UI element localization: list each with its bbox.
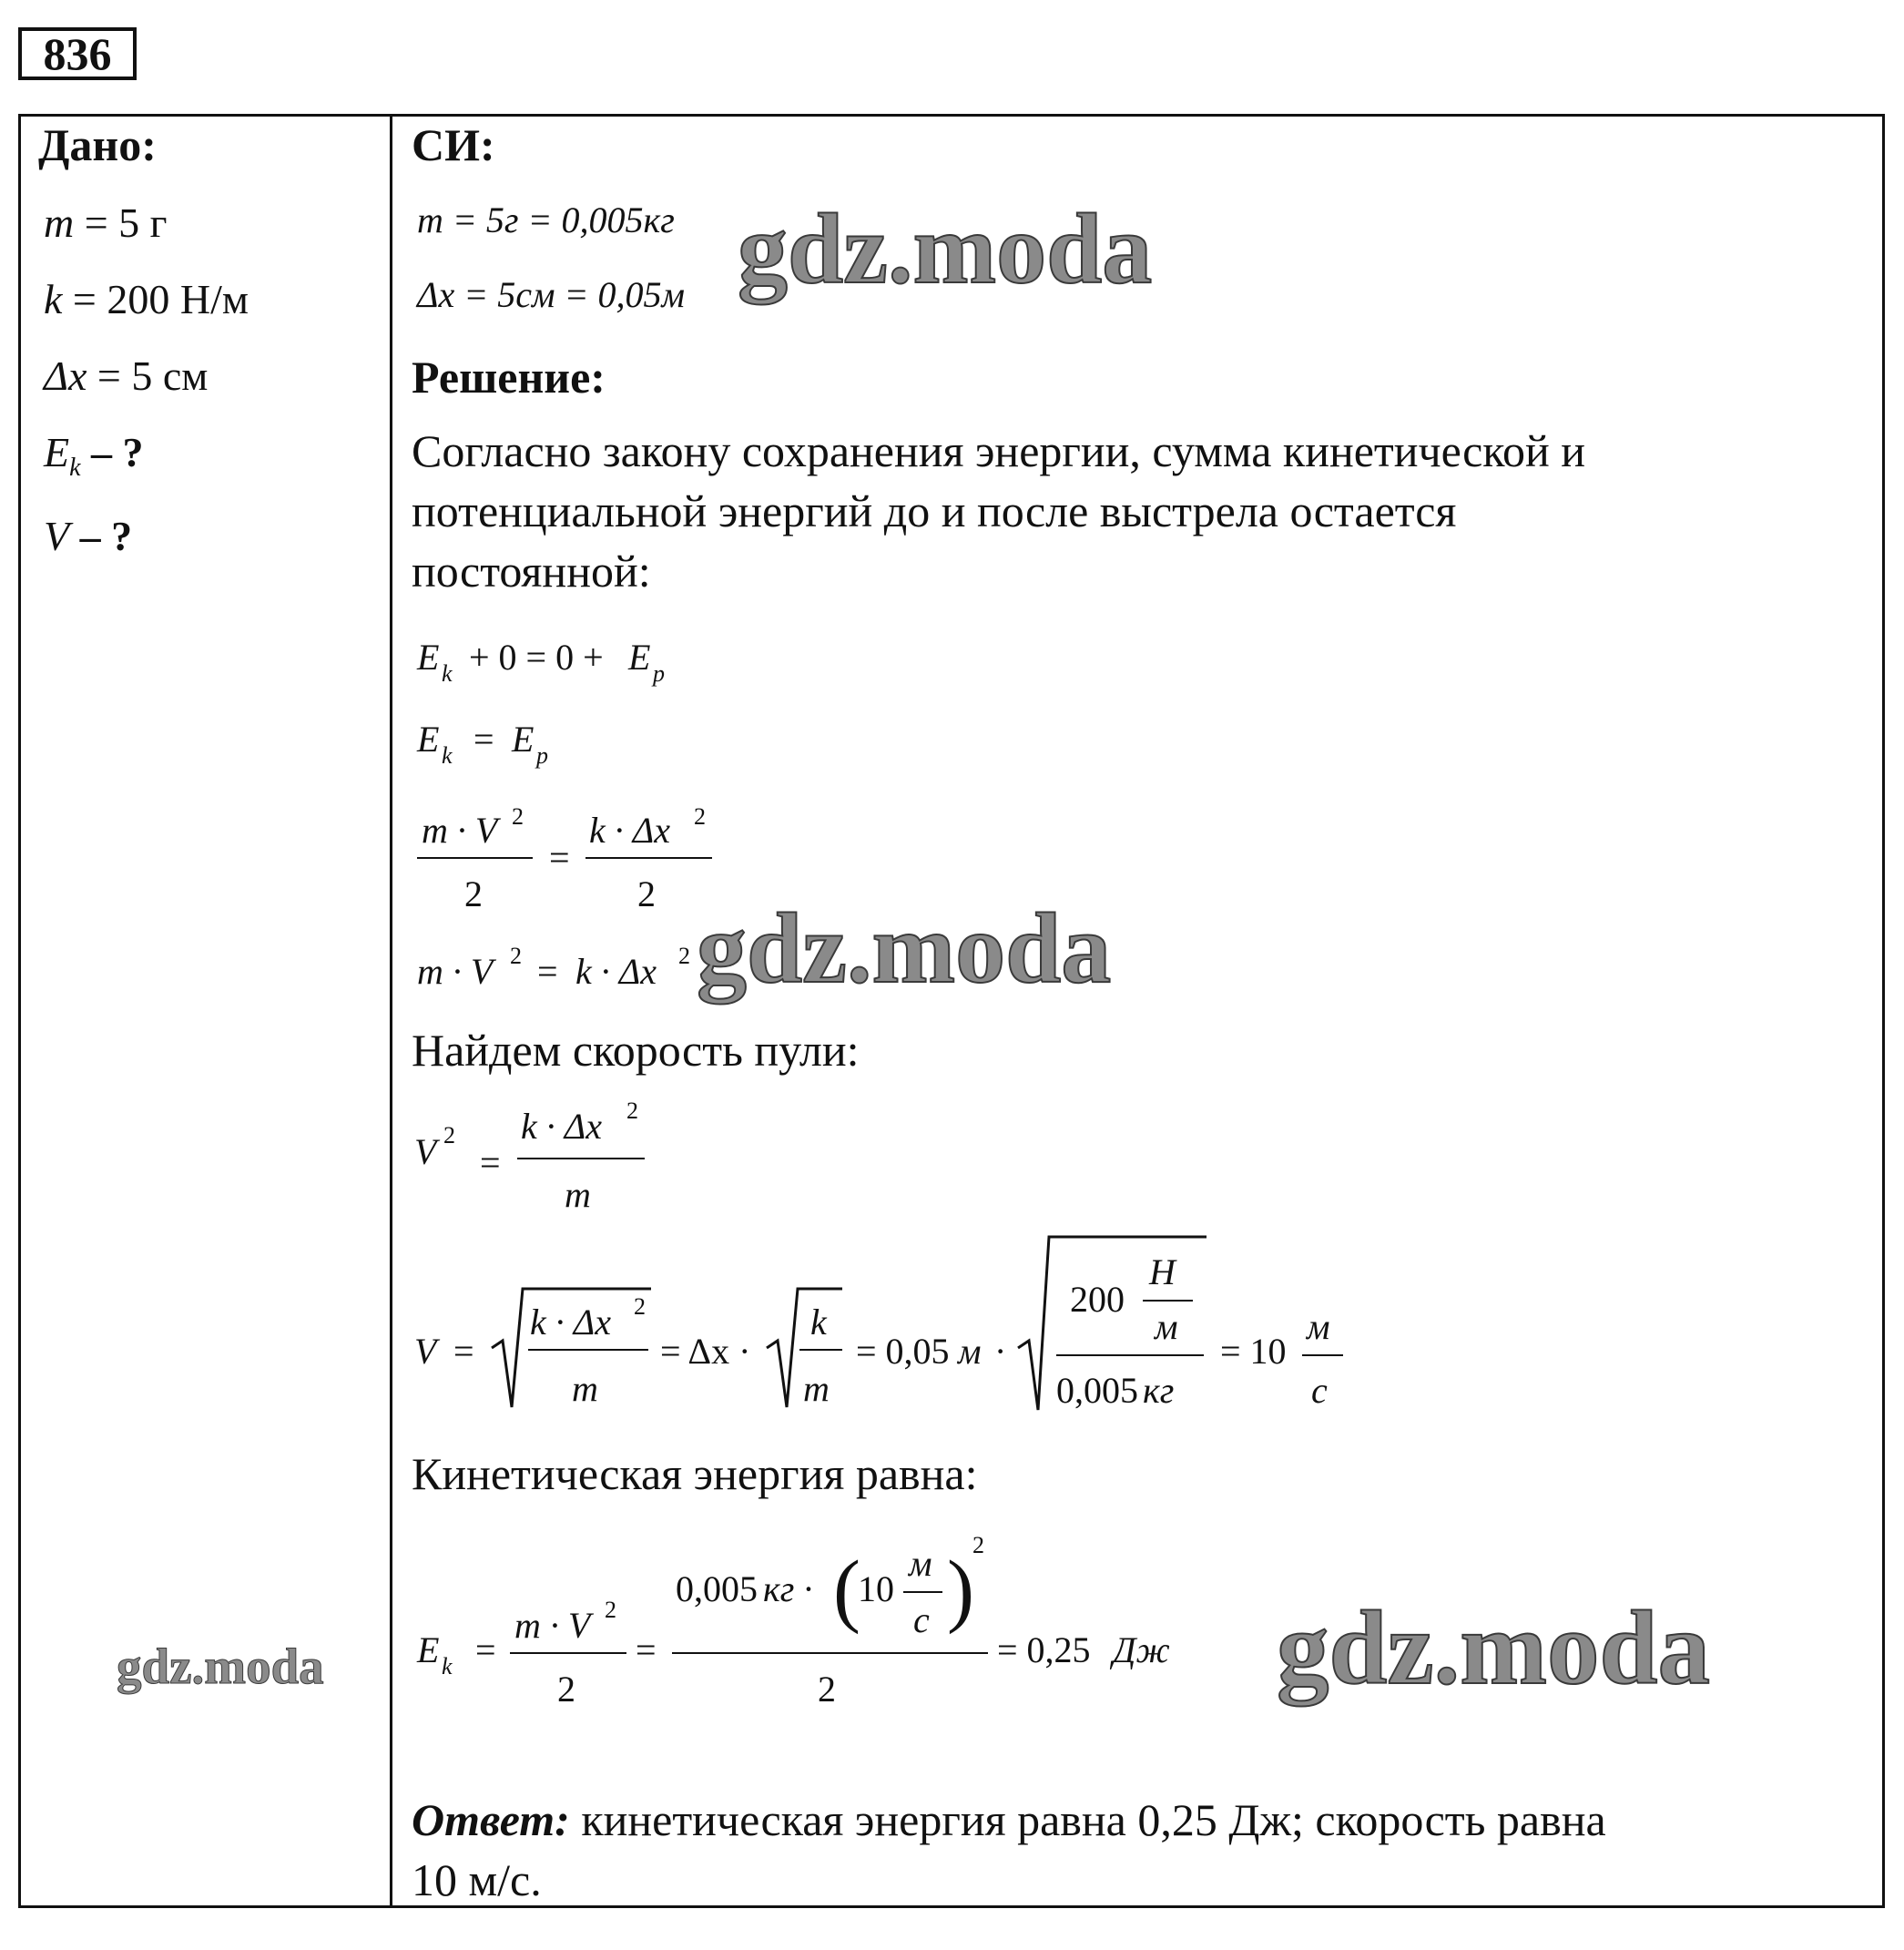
svg-text:с: с [1311,1370,1328,1411]
svg-text:кг ·: кг · [763,1568,813,1609]
svg-text:E: E [417,719,440,760]
svg-text:Н: Н [1149,1251,1176,1292]
svg-text:200: 200 [1070,1279,1125,1320]
svg-text:(: ( [833,1545,860,1635]
energy-conservation-equation [416,637,665,687]
svg-text:= 10: = 10 [1220,1331,1287,1372]
svg-text:м: м [1155,1306,1178,1347]
svg-text:2: 2 [694,803,706,830]
unknown-speed: V – ? [44,513,133,559]
answer-label: Ответ: [412,1794,570,1845]
svg-text:2: 2 [818,1669,836,1710]
kinetic-energy-calculation [416,1532,1170,1710]
svg-text:=: = [473,719,494,760]
svg-text:k: k [442,660,453,687]
watermark-2: gdz.moda [697,893,1112,1004]
speed-calculation [414,1237,1343,1411]
svg-text:V: V [414,1331,437,1372]
svg-text:2: 2 [637,873,656,914]
svg-text:k: k [442,742,453,769]
svg-text:2: 2 [510,943,522,969]
intro-line-1: Согласно закону сохранения энергии, сумма кинетической и [412,425,1586,476]
svg-text:с: с [913,1599,930,1640]
svg-text:k: k [442,1653,453,1679]
svg-text:m: m [572,1368,598,1409]
si-deformation: Δx = 5см = 0,05м [417,274,686,315]
si-heading: СИ: [412,119,495,170]
svg-text:м: м [958,1331,982,1372]
find-speed-text: Найдем скорость пули: [412,1025,860,1076]
svg-text:= Δx ·: = Δx · [660,1331,751,1372]
speed-squared-equation [414,1098,645,1215]
kinetic-energy-text: Кинетическая энергия равна: [412,1448,978,1499]
svg-text:+ 0 = 0 +: + 0 = 0 + [469,637,604,678]
answer-line-2: 10 м/с. [412,1854,542,1905]
svg-text:0,005: 0,005 [676,1568,758,1609]
watermark-3: gdz.moda [1277,1590,1711,1706]
svg-text:m: m [565,1174,591,1215]
intro-line-2: потенциальной энергий до и после выстрела остается [412,485,1457,536]
svg-text:p: p [653,660,665,687]
svg-text:= 0,05: = 0,05 [856,1331,950,1372]
svg-text:= 0,25: = 0,25 [997,1629,1091,1670]
svg-text:м: м [1307,1306,1330,1347]
energy-fraction-equation [417,803,712,914]
svg-text:m: m [803,1368,830,1409]
watermark-4: gdz.moda [117,1639,324,1694]
intro-line-3: постоянной: [412,546,651,597]
svg-text:2: 2 [634,1293,646,1320]
given-deformation: Δx = 5 см [44,352,209,399]
svg-text:p: p [536,742,548,769]
svg-text:2: 2 [626,1098,638,1124]
svg-text:m · V: m · V [417,951,494,992]
svg-text:=: = [475,1629,496,1670]
svg-text:0,005: 0,005 [1056,1370,1138,1411]
svg-text:10: 10 [858,1568,894,1609]
svg-text:k · Δx: k · Δx [589,810,670,851]
svg-text:E: E [628,637,651,678]
svg-text:·: · [994,1331,1007,1372]
svg-text:k · Δx: k · Δx [530,1302,611,1343]
svg-text:2: 2 [972,1532,984,1558]
answer-line-1: Ответ: кинетическая энергия равна 0,25 Дж; скорость равна [412,1794,1606,1845]
svg-text:2: 2 [443,1122,455,1149]
svg-text:): ) [947,1545,974,1635]
svg-text:=: = [549,837,570,878]
svg-text:E: E [417,637,440,678]
simplified-equation [417,943,690,992]
svg-text:=: = [537,951,558,992]
svg-text:2: 2 [464,873,483,914]
svg-text:2: 2 [605,1597,616,1623]
svg-text:V: V [414,1131,437,1172]
svg-text:м: м [909,1543,932,1584]
svg-text:k: k [810,1302,827,1343]
svg-text:2: 2 [557,1669,575,1710]
svg-text:k · Δx: k · Δx [521,1106,602,1147]
svg-text:k · Δx: k · Δx [575,951,657,992]
svg-text:кг: кг [1143,1370,1175,1411]
problem-number: 836 [18,27,137,80]
svg-text:2: 2 [512,803,524,830]
si-mass: m = 5г = 0,005кг [417,199,675,240]
svg-text:m · V: m · V [514,1605,591,1646]
svg-text:E: E [512,719,535,760]
unknown-kinetic-energy: $E_k$ – ? [44,429,144,483]
watermark-1: gdz.moda [738,193,1153,304]
svg-text:=: = [480,1142,501,1183]
svg-text:m · V: m · V [422,810,498,851]
solution-heading: Решение: [412,352,606,403]
given-mass: m = 5 г [44,199,168,246]
svg-text:=: = [636,1629,657,1670]
energy-equality [416,719,548,769]
given-heading: Дано: [38,119,157,170]
svg-text:=: = [453,1331,474,1372]
given-stiffness: k = 200 Н/м [44,276,249,322]
svg-text:2: 2 [678,943,690,969]
svg-text:Дж: Дж [1113,1629,1170,1670]
svg-text:E: E [417,1629,440,1670]
